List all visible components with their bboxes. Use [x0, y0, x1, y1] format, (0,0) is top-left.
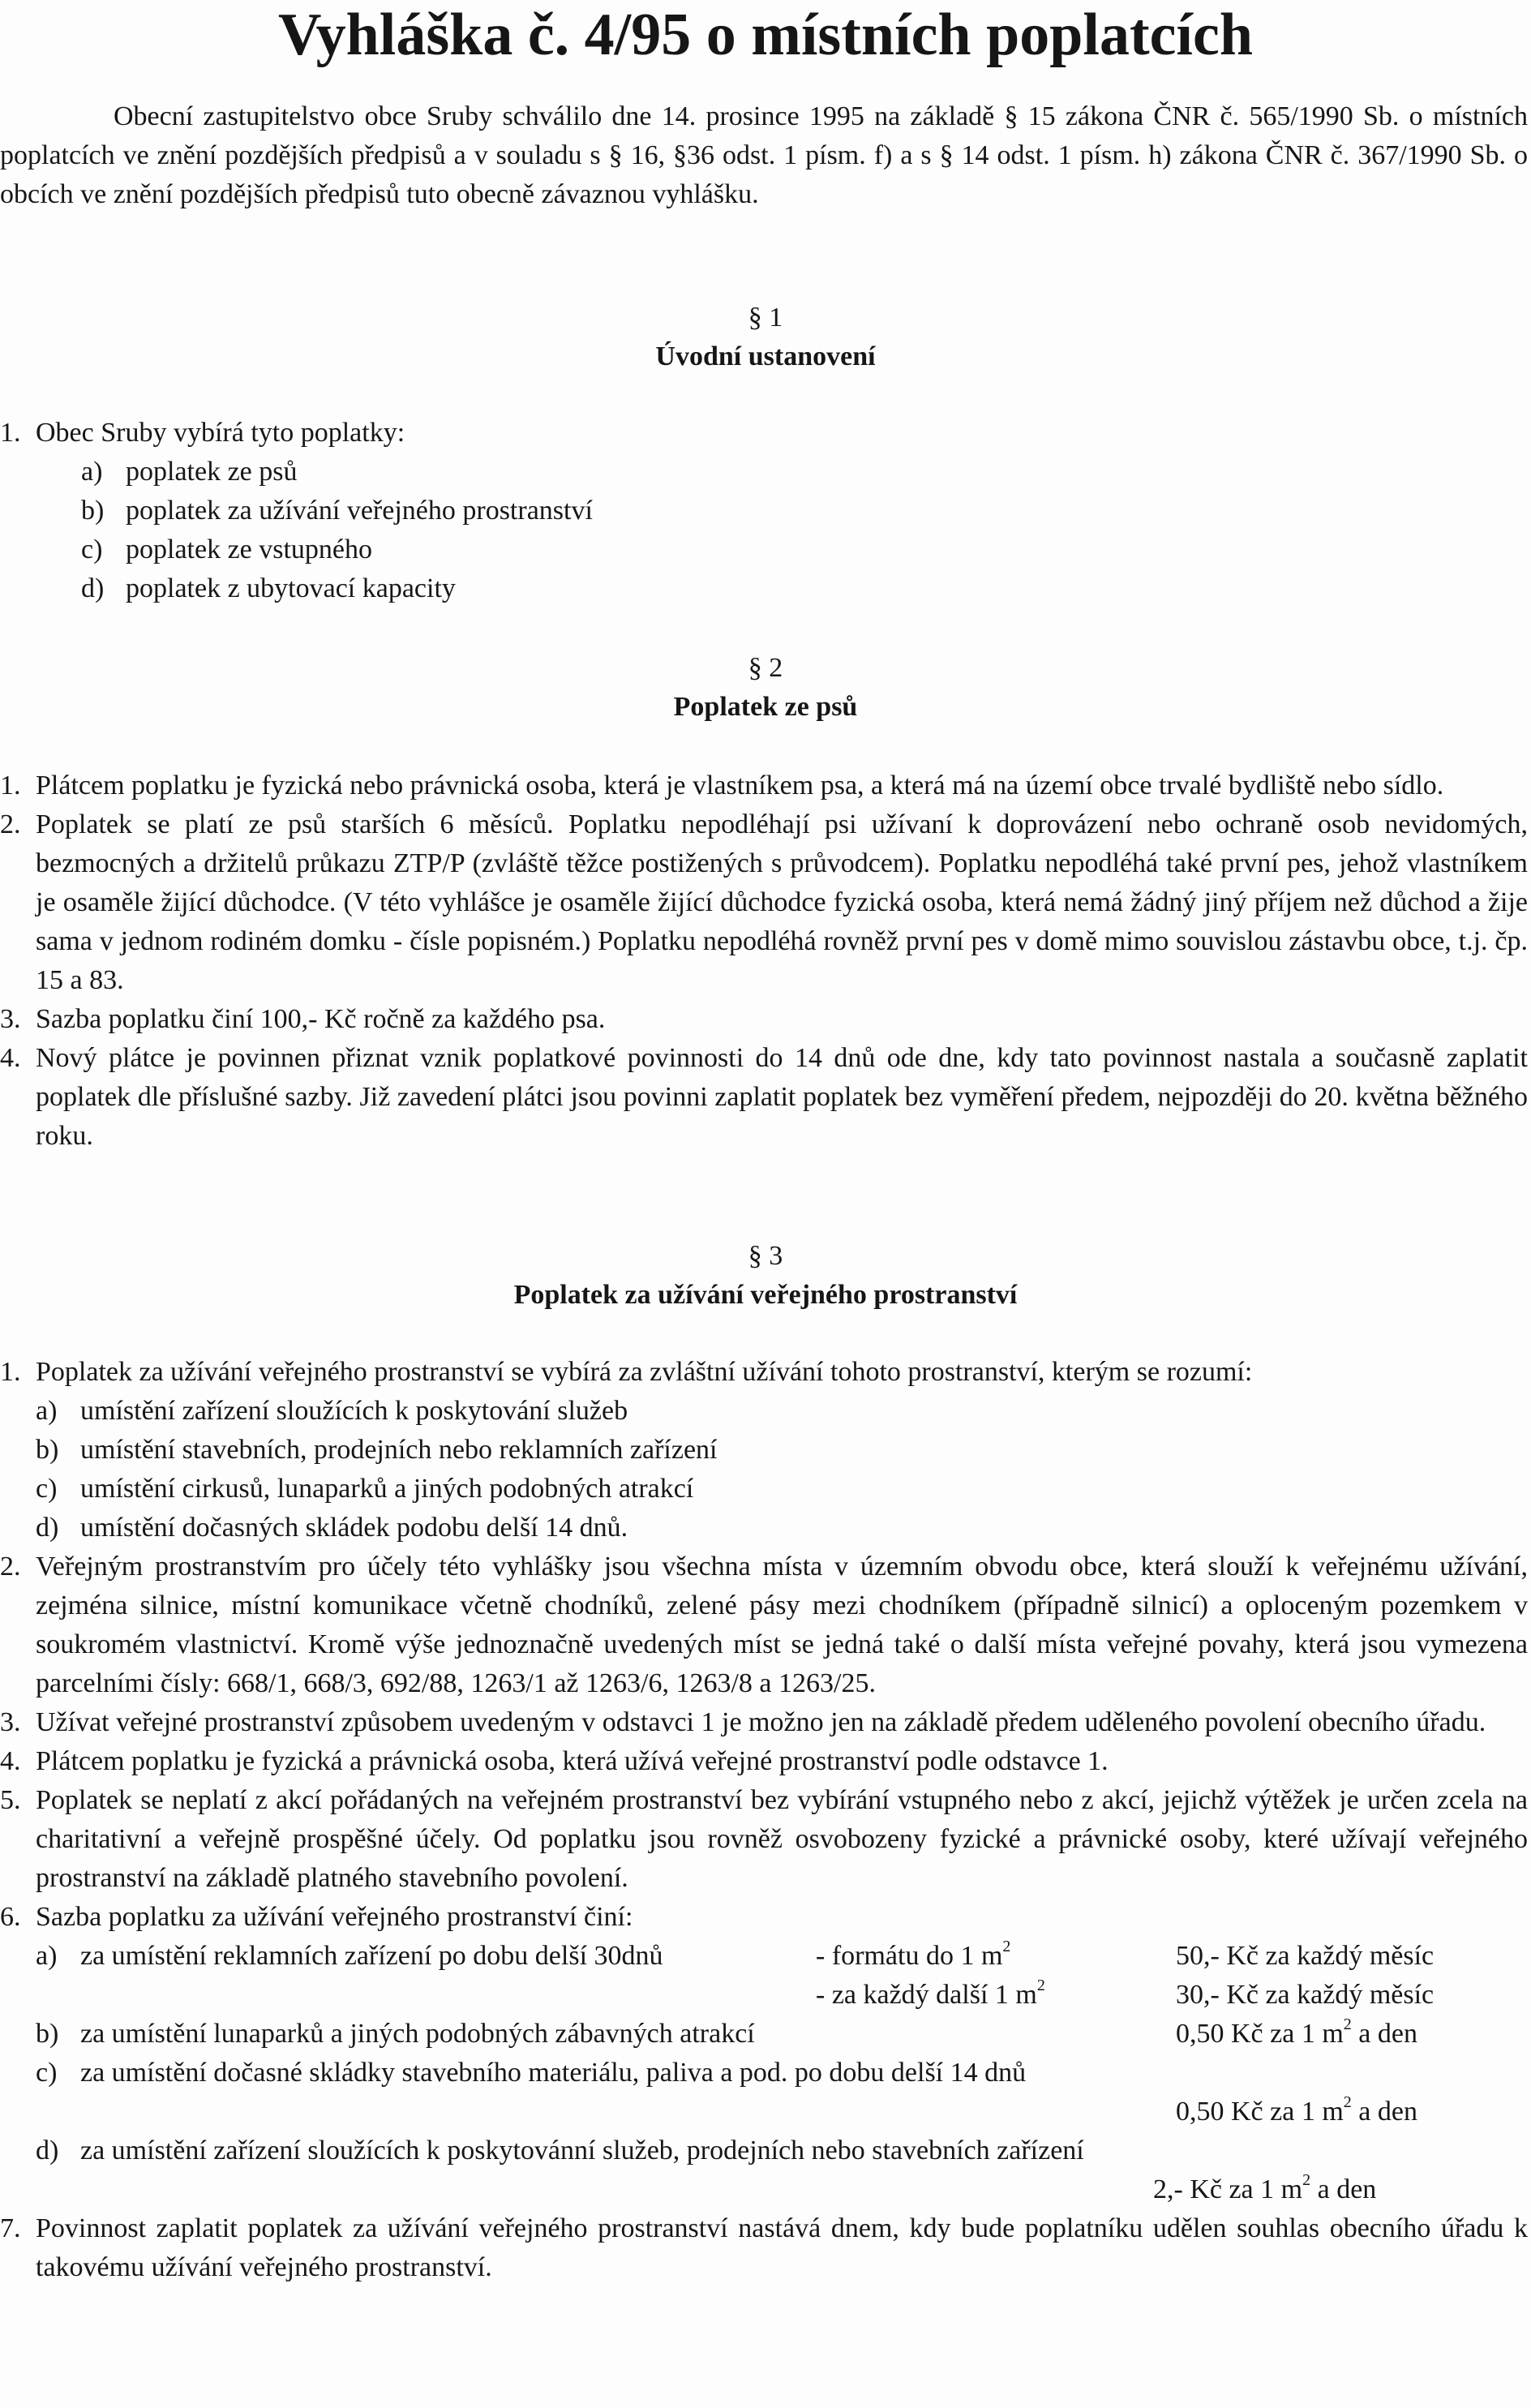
rate-row-c-rate: 0,50 Kč za 1 $m^2$ a den	[1176, 2093, 1417, 2127]
usage-list	[0, 1392, 1531, 1547]
list-item: d) poplatek z ubytovací kapacity	[81, 573, 456, 603]
list-item: c) umístění cirkusů, lunaparků a jiných podobných atrakcí	[36, 1474, 694, 1504]
paragraph: 2. Poplatek se platí ze psů starších 6 měsíců. Poplatku nepodléhají psi užívaní k doprovázení nebo ochraně osob nevidomých, bezmocných a držitelů průkazu ZTP/P (zvláště těžce postižených s průvodcem). Poplatku nepodléhá také první pes, jehož vlastníkem je osaměle žijící důchodce. (V této vyhlášce je osaměle žijící důchodce fyzická osoba, která nemá žádný jiný příjem než důchod a žije sama v jednom rodiném domku - čísle popisném.) Poplatku nepodléhá rovněž první pes v domě mimo souvislou zástavbu obce, t.j. čp. 15 a 83.	[0, 809, 1528, 995]
list-item: b) poplatek za užívání veřejného prostranství	[81, 496, 593, 526]
document-title: Vyhláška č. 4/95 o místních poplatcích	[278, 2, 1253, 68]
paragraph: 4. Plátcem poplatku je fyzická a právnická osoba, která užívá veřejné prostranství podle odstavce 1.	[0, 1746, 1109, 1776]
paragraph-number: 1.	[0, 418, 21, 448]
paragraph: 3. Užívat veřejné prostranství způsobem uvedeným v odstavci 1 je možno jen na základě předem uděleného povolení obecního úřadu.	[0, 1707, 1486, 1737]
section-3-paragraphs	[0, 1353, 1531, 2287]
rates-table	[0, 1937, 1531, 2209]
section-number: § 2	[748, 653, 783, 683]
rate-row-d-rate: 2,- Kč za 1 $m^2$ a den	[1153, 2170, 1377, 2204]
rate-row-c: c) za umístění dočasné skládky stavebního materiálu, paliva a pod. po dobu delší 14 dnů	[36, 2058, 1027, 2088]
rate-row-d: d) za umístění zařízení sloužících k poskytovánní služeb, prodejních nebo stavebních zařízení	[36, 2135, 1084, 2165]
paragraph: 4. Nový plátce je povinnen přiznat vznik poplatkové povinnosti do 14 dnů ode dne, kdy tato povinnost nastala a současně zaplatit poplatek dle příslušné sazby. Již zavedení plátci jsou povinni zaplatit poplatek bez vyměření předem, nejpozději do 20. května běžného roku.	[0, 1043, 1528, 1151]
section-1-paragraph-1	[0, 414, 1531, 608]
section-title: Poplatek ze psů	[673, 692, 858, 722]
section-2-paragraphs	[0, 766, 1531, 1156]
paragraph: 1. Poplatek za užívání veřejného prostranství se vybírá za zvláštní užívání tohoto prostranství, kterým se rozumí:	[0, 1357, 1253, 1387]
paragraph: 5. Poplatek se neplatí z akcí pořádaných na veřejném prostranství bez vybírání vstupného nebo z akcí, jejichž výtěžek je určen zcela na charitativní a veřejně prospěšné účely. Od poplatku jsou rovněž osvobozeny fyzické a právnické osoby, které užívají veřejného prostranství na základě platného stavebního povolení.	[0, 1785, 1528, 1893]
rate-row-a2: - za každý další 1 $m^2$ 30,- Kč za každý měsíc	[816, 1976, 1435, 2010]
section-title: Úvodní ustanovení	[655, 341, 876, 371]
rate-row-b: b) za umístění lunaparků a jiných podobných zábavných atrakcí 0,50 Kč za 1 $m^2$ a den	[36, 2015, 1417, 2049]
section-3	[0, 1237, 1531, 1315]
section-2	[0, 649, 1531, 727]
list-item: a) umístění zařízení sloužících k poskytování služeb	[36, 1396, 628, 1426]
rate-row-a1: a) za umístění reklamních zařízení po dobu delší 30dnů - formátu do 1 $m^2$ 50,- Kč za každý měsíc	[36, 1937, 1435, 1971]
list-item: c) poplatek ze vstupného	[81, 534, 373, 564]
preamble: Obecní zastupitelstvo obce Sruby schválilo dne 14. prosince 1995 na základě § 15 zákona ČNR č. 565/1990 Sb. o místních poplatcích ve znění pozdějších předpisů a v souladu s § 16, §36 odst. 1 písm. f) a s § 14 odst. 1 písm. h) zákona ČNR č. 367/1990 Sb. o obcích ve znění pozdějších předpisů tuto obecně závaznou vyhlášku.	[0, 101, 1528, 209]
section-title: Poplatek za užívání veřejného prostranství	[513, 1280, 1018, 1310]
paragraph: 7. Povinnost zaplatit poplatek za užívání veřejného prostranství nastává dnem, kdy bude poplatníku udělen souhlas obecního úřadu k takovému užívání veřejného prostranství.	[0, 2213, 1528, 2282]
paragraph: 2. Veřejným prostranstvím pro účely této vyhlášky jsou všechna místa v územním obvodu obce, která slouží k veřejnému užívání, zejména silnice, místní komunikace včetně chodníků, zelené pásy mezi chodníkem (případně silnicí) a oploceným pozemkem v soukromém vlastnictví. Kromě výše jednoznačně uvedených míst se jedná také o další místa veřejné povahy, která jsou vymezena parcelními čísly: 668/1, 668/3, 692/88, 1263/1 až 1263/6, 1263/8 a 1263/25.	[0, 1552, 1528, 1698]
paragraph-text: Obec Sruby vybírá tyto poplatky:	[36, 418, 405, 448]
section-number: § 3	[748, 1241, 783, 1271]
paragraph	[0, 414, 1531, 453]
fee-list	[0, 453, 1531, 608]
paragraph: 1. Plátcem poplatku je fyzická nebo právnická osoba, která je vlastníkem psa, a která má na území obce trvalé bydliště nebo sídlo.	[0, 770, 1444, 801]
section-1	[0, 298, 1531, 376]
paragraph: 6. Sazba poplatku za užívání veřejného prostranství činí:	[0, 1902, 633, 1932]
paragraph: 3. Sazba poplatku činí 100,- Kč ročně za každého psa.	[0, 1004, 606, 1034]
list-item: d) umístění dočasných skládek podobu delší 14 dnů.	[36, 1513, 628, 1543]
list-item: b) umístění stavebních, prodejních nebo reklamních zařízení	[36, 1435, 718, 1465]
section-number: § 1	[748, 303, 783, 333]
list-item: a) poplatek ze psů	[81, 457, 298, 487]
